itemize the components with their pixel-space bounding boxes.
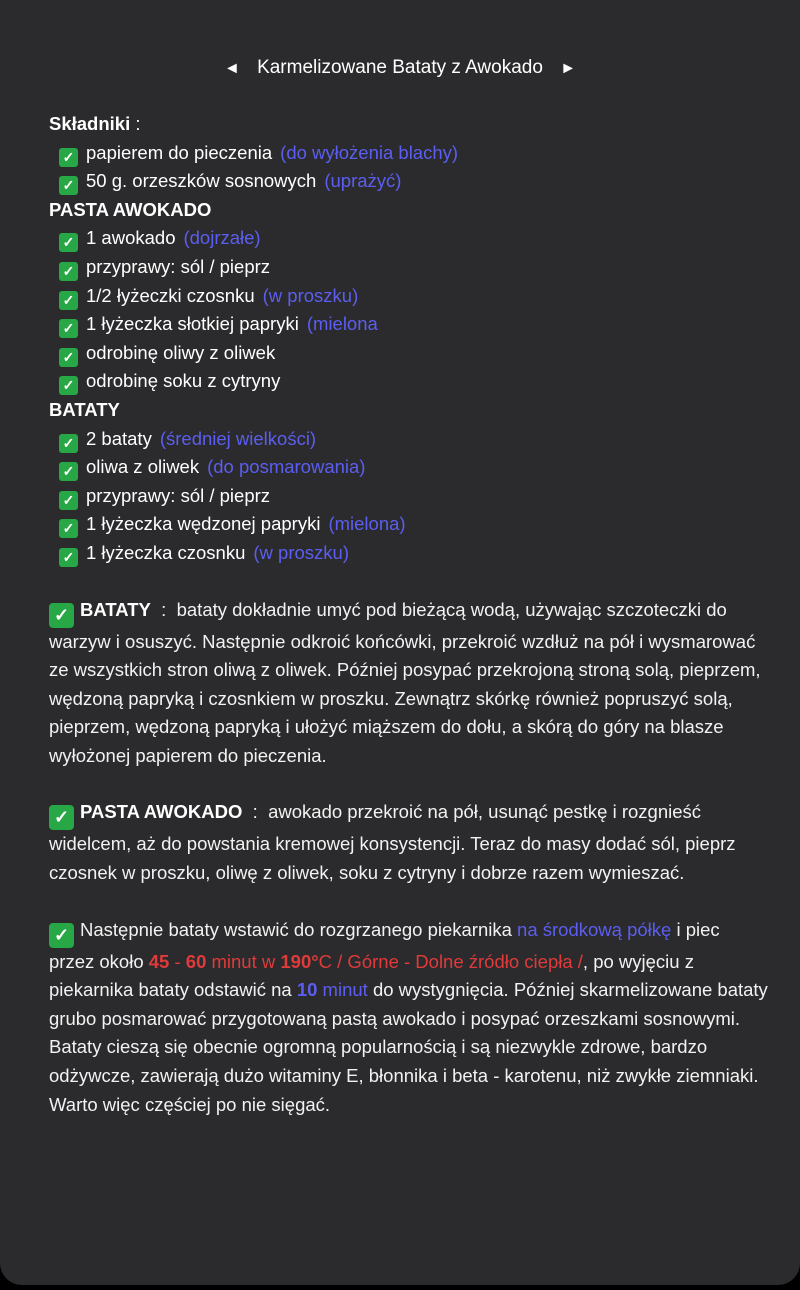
step-avocado-text: awokado przekroić na pół, usunąć pestkę i rozgnieść widelcem, aż do powstania kremowej konsystencji. Teraz do masy dodać sól, pieprz czosnek w proszku, oliwę z oliwek, soku z cytryny i dobrze razem wymieszać. bbox=[49, 801, 736, 884]
step-baking-text-4: do wystygnięcia. Później skarmelizowane bataty grubo posmarować przygotowaną pastą awokado i posypać orzeszkami sosnowymi. Bataty cieszą się obecnie ogromną popularnością i są niezwykle zdrowe, bardzo odżywcze, zawierają dużo witaminy E, błonnika i beta - karotenu, niż zwykłe ziemniaki. Warto więc częściej po nie sięgać. bbox=[49, 979, 768, 1115]
ingredients-heading: Składniki bbox=[49, 113, 131, 134]
batata-ingredients-list bbox=[49, 425, 769, 568]
ingredients-heading-colon: : bbox=[130, 113, 141, 134]
step-avocado-separator: : bbox=[242, 801, 269, 823]
check-icon: ✓ bbox=[49, 923, 74, 948]
ingredient-item bbox=[49, 482, 769, 511]
check-icon: ✓ bbox=[59, 519, 78, 538]
bake-temperature: 190° bbox=[280, 950, 319, 972]
check-icon: ✓ bbox=[59, 148, 78, 167]
ingredient-note: (dojrzałe) bbox=[183, 227, 261, 249]
step-batata bbox=[49, 596, 769, 771]
ingredient-text: odrobinę soku z cytryny bbox=[86, 370, 281, 392]
ingredient-note: (do wyłożenia blachy) bbox=[280, 141, 459, 163]
ingredient-text: 1 łyżeczka słotkiej papryki bbox=[86, 313, 299, 335]
check-icon: ✓ bbox=[59, 291, 78, 310]
ingredient-note: (uprażyć) bbox=[324, 170, 402, 192]
step-baking-text-1: Następnie bataty wstawić do rozgrzanego piekarnika bbox=[80, 918, 518, 940]
check-icon: ✓ bbox=[59, 434, 78, 453]
title-bar bbox=[0, 55, 800, 82]
ingredient-item bbox=[49, 425, 769, 454]
ingredient-text: 1 łyżeczka wędzonej papryki bbox=[86, 513, 321, 535]
ingredient-item bbox=[49, 253, 769, 282]
next-arrow-button[interactable]: ► bbox=[560, 60, 577, 77]
avocado-paste-heading: PASTA AWOKADO bbox=[49, 198, 212, 220]
ingredient-text: papierem do pieczenia bbox=[86, 141, 273, 163]
check-icon: ✓ bbox=[59, 262, 78, 281]
recipe-title: Karmelizowane Bataty z Awokado bbox=[257, 57, 543, 78]
check-icon: ✓ bbox=[59, 348, 78, 367]
ingredient-item bbox=[49, 510, 769, 539]
step-baking-text-2: i piec przez około bbox=[49, 918, 720, 972]
cool-time: 10 bbox=[296, 979, 318, 1001]
prev-arrow-button[interactable]: ◄ bbox=[223, 60, 240, 77]
step-baking bbox=[49, 916, 769, 1120]
ingredient-note: (mielona) bbox=[328, 513, 406, 535]
ingredient-item bbox=[49, 453, 769, 482]
step-avocado-label: PASTA AWOKADO bbox=[80, 801, 243, 823]
check-icon: ✓ bbox=[59, 319, 78, 338]
ingredient-text: 50 g. orzeszków sosnowych bbox=[86, 170, 317, 192]
check-icon: ✓ bbox=[59, 176, 78, 195]
ingredient-text: przyprawy: sól / pieprz bbox=[86, 255, 271, 277]
bake-time-to: 60 bbox=[185, 950, 207, 972]
ingredient-item bbox=[49, 282, 769, 311]
ingredient-item bbox=[49, 139, 769, 168]
cool-unit: minut bbox=[317, 979, 368, 1001]
step-batata-text: bataty dokładnie umyć pod bieżącą wodą, używając szczoteczki do warzyw i osuszyć. Następnie odkroić końcówki, przekroić wzdłuż na pół i wysmarować ze wszystkich stron oliwą z oliwek. Później posypać przekrojoną stroną solą, pieprzem, wędzoną papryką i czosnkiem w proszku. Zewnątrz skórkę również popruszyć solą, pieprzem, wędzoną papryką i ułożyć miąższem do dołu, a skórą do góry na blasze wyłożonej papierem do pieczenia. bbox=[49, 598, 761, 766]
bake-time-from: 45 bbox=[148, 950, 170, 972]
step-avocado-paste bbox=[49, 798, 769, 887]
ingredient-text: 2 bataty bbox=[86, 427, 152, 449]
check-icon: ✓ bbox=[59, 462, 78, 481]
ingredient-text: 1/2 łyżeczki czosnku bbox=[86, 284, 255, 306]
check-icon: ✓ bbox=[49, 603, 74, 628]
ingredient-note: (do posmarowania) bbox=[207, 456, 366, 478]
ingredient-text: odrobinę oliwy z oliwek bbox=[86, 341, 276, 363]
ingredient-text: przyprawy: sól / pieprz bbox=[86, 484, 271, 506]
batata-heading: BATATY bbox=[49, 398, 120, 420]
shelf-position: na środkową półkę bbox=[517, 918, 672, 940]
heat-mode: C / Górne - Dolne źródło ciepła / bbox=[318, 950, 583, 972]
bake-time-dash: - bbox=[169, 950, 186, 972]
ingredient-note: (średniej wielkości) bbox=[159, 427, 317, 449]
ingredient-text: 1 awokado bbox=[86, 227, 176, 249]
step-baking-text-3: , po wyjęciu z piekarnika bataty odstawić na bbox=[49, 950, 694, 1001]
step-batata-label: BATATY bbox=[80, 598, 151, 620]
ingredient-text: 1 łyżeczka czosnku bbox=[86, 541, 246, 563]
check-icon: ✓ bbox=[59, 376, 78, 395]
ingredients-heading-line bbox=[49, 110, 769, 139]
check-icon: ✓ bbox=[59, 491, 78, 510]
avocado-ingredients-list bbox=[49, 224, 769, 396]
check-icon: ✓ bbox=[59, 233, 78, 252]
ingredient-item bbox=[49, 367, 769, 396]
ingredient-item bbox=[49, 310, 769, 339]
ingredient-note: (w proszku) bbox=[262, 284, 359, 306]
bake-minutes-label: minut w bbox=[206, 950, 281, 972]
check-icon: ✓ bbox=[59, 548, 78, 567]
ingredient-note: (w proszku) bbox=[253, 541, 349, 563]
step-batata-separator: : bbox=[150, 598, 177, 620]
ingredient-note: (mielona bbox=[306, 313, 378, 335]
ingredient-text: oliwa z oliwek bbox=[86, 456, 200, 478]
ingredient-item bbox=[49, 224, 769, 253]
recipe-content bbox=[49, 110, 769, 1119]
ingredient-item bbox=[49, 167, 769, 196]
ingredient-item bbox=[49, 339, 769, 368]
ingredient-item bbox=[49, 539, 769, 568]
general-ingredients-list bbox=[49, 139, 769, 196]
check-icon: ✓ bbox=[49, 805, 74, 830]
